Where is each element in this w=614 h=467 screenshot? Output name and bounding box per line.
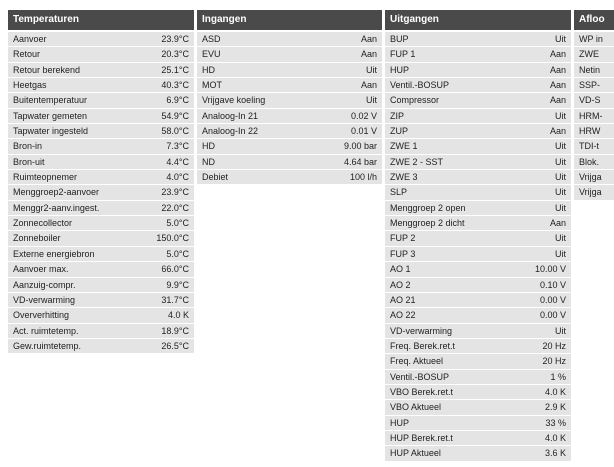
table-row bbox=[197, 93, 382, 108]
table-row bbox=[574, 63, 614, 78]
row-label: Zonneboiler bbox=[13, 233, 61, 244]
row-label: Buitentemperatuur bbox=[13, 95, 88, 106]
row-value: 10.00 V bbox=[534, 264, 566, 275]
table-row bbox=[8, 170, 194, 185]
table-row bbox=[385, 78, 571, 93]
row-label: HRM- bbox=[579, 110, 603, 121]
row-value: 31.7°C bbox=[161, 294, 189, 305]
row-label: Aanzuig-compr. bbox=[13, 279, 76, 290]
row-value: 20.3°C bbox=[161, 49, 189, 60]
table-row bbox=[574, 170, 614, 185]
row-value: 2.9 K bbox=[544, 402, 566, 413]
row-label: Act. ruimtetemp. bbox=[13, 325, 79, 336]
row-label: VD-verwarming bbox=[390, 325, 453, 336]
row-value: 100 l/h bbox=[349, 172, 377, 183]
panel-temperaturen bbox=[8, 10, 194, 354]
row-label: ZUP bbox=[390, 126, 408, 137]
row-value: Aan bbox=[549, 126, 566, 137]
table-row bbox=[8, 185, 194, 200]
row-value: 0.10 V bbox=[539, 279, 566, 290]
table-row bbox=[8, 278, 194, 293]
table-row bbox=[574, 139, 614, 154]
table-row bbox=[385, 400, 571, 415]
row-value: Uit bbox=[366, 95, 377, 106]
row-label: MOT bbox=[202, 80, 222, 91]
row-value: Uit bbox=[555, 187, 566, 198]
table-row bbox=[574, 32, 614, 47]
rows-temperaturen bbox=[8, 32, 194, 354]
table-row bbox=[385, 354, 571, 369]
row-label: HUP Aktueel bbox=[390, 448, 441, 459]
table-row bbox=[8, 262, 194, 277]
row-label: ZWE 3 bbox=[390, 172, 418, 183]
rows-uitgangen bbox=[385, 32, 571, 462]
row-label: ZWE bbox=[579, 49, 599, 60]
row-value: 4.0°C bbox=[166, 172, 189, 183]
panel-uitgangen bbox=[385, 10, 571, 462]
table-row bbox=[8, 78, 194, 93]
row-label: Tapwater gemeten bbox=[13, 110, 88, 121]
row-label: VBO Berek.ret.t bbox=[390, 386, 454, 397]
panel-title-temperaturen: Temperaturen bbox=[8, 10, 194, 30]
row-label: Menggroep 2 dicht bbox=[390, 218, 465, 229]
table-row bbox=[8, 93, 194, 108]
row-label: FUP 2 bbox=[390, 233, 416, 244]
table-row bbox=[197, 170, 382, 185]
table-row bbox=[8, 324, 194, 339]
row-value: 25.1°C bbox=[161, 64, 189, 75]
row-label: Heetgas bbox=[13, 80, 47, 91]
row-value: 66.0°C bbox=[161, 264, 189, 275]
rows-afloopt bbox=[574, 32, 614, 201]
row-label: Menggroep2-aanvoer bbox=[13, 187, 100, 198]
row-value: 9.9°C bbox=[166, 279, 189, 290]
row-value: 4.0 K bbox=[167, 310, 189, 321]
table-row bbox=[385, 385, 571, 400]
row-label: FUP 1 bbox=[390, 49, 416, 60]
row-value: Uit bbox=[555, 141, 566, 152]
table-row bbox=[197, 63, 382, 78]
table-row bbox=[8, 201, 194, 216]
table-row bbox=[574, 185, 614, 200]
row-label: HUP Berek.ret.t bbox=[390, 432, 453, 443]
panel-title-afloopt: Afloo bbox=[574, 10, 614, 30]
row-label: Retour berekend bbox=[13, 64, 81, 75]
row-value: 0.01 V bbox=[350, 126, 377, 137]
table-row bbox=[8, 308, 194, 323]
table-row bbox=[385, 446, 571, 461]
row-label: ZIP bbox=[390, 110, 405, 121]
row-label: Ruimteopnemer bbox=[13, 172, 78, 183]
row-label: EVU bbox=[202, 49, 221, 60]
row-label: AO 1 bbox=[390, 264, 411, 275]
table-row bbox=[385, 32, 571, 47]
table-row bbox=[385, 47, 571, 62]
row-value: Aan bbox=[549, 218, 566, 229]
table-row bbox=[385, 247, 571, 262]
table-row bbox=[385, 339, 571, 354]
row-value: 0.00 V bbox=[539, 294, 566, 305]
row-value: Uit bbox=[555, 156, 566, 167]
rows-ingangen bbox=[197, 32, 382, 185]
row-label: VD-S bbox=[579, 95, 601, 106]
row-label: ZWE 2 - SST bbox=[390, 156, 444, 167]
panel-afloopt bbox=[574, 10, 614, 201]
row-label: Analoog-In 21 bbox=[202, 110, 259, 121]
row-label: Bron-in bbox=[13, 141, 43, 152]
row-value: 4.0 K bbox=[544, 432, 566, 443]
row-label: Vrijga bbox=[579, 172, 602, 183]
row-value: 4.64 bar bbox=[343, 156, 377, 167]
row-value: Uit bbox=[555, 233, 566, 244]
row-label: Analoog-In 22 bbox=[202, 126, 259, 137]
row-value: Uit bbox=[555, 248, 566, 259]
row-value: Aan bbox=[549, 80, 566, 91]
row-label: Gew.ruimtetemp. bbox=[13, 340, 82, 351]
table-row bbox=[8, 293, 194, 308]
table-row bbox=[197, 139, 382, 154]
table-row bbox=[574, 155, 614, 170]
table-row bbox=[574, 109, 614, 124]
row-label: AO 22 bbox=[390, 310, 416, 321]
row-value: Aan bbox=[549, 95, 566, 106]
row-value: 5.0°C bbox=[166, 218, 189, 229]
row-label: Freq. Aktueel bbox=[390, 356, 444, 367]
row-value: 22.0°C bbox=[161, 202, 189, 213]
table-row bbox=[8, 339, 194, 354]
row-label: ND bbox=[202, 156, 215, 167]
row-label: Vrijga bbox=[579, 187, 602, 198]
row-value: 33 % bbox=[545, 417, 566, 428]
table-row bbox=[8, 124, 194, 139]
row-label: Ventil.-BOSUP bbox=[390, 80, 450, 91]
row-label: Retour bbox=[13, 49, 41, 60]
row-label: VBO Aktueel bbox=[390, 402, 442, 413]
row-value: 9.00 bar bbox=[343, 141, 377, 152]
table-row bbox=[8, 216, 194, 231]
row-value: 20 Hz bbox=[542, 356, 566, 367]
row-value: 3.6 K bbox=[544, 448, 566, 459]
table-row bbox=[385, 109, 571, 124]
row-label: Compressor bbox=[390, 95, 440, 106]
row-value: Uit bbox=[555, 172, 566, 183]
table-row bbox=[385, 324, 571, 339]
row-label: Zonnecollector bbox=[13, 218, 73, 229]
table-row bbox=[197, 109, 382, 124]
row-value: Uit bbox=[555, 325, 566, 336]
row-value: Uit bbox=[555, 110, 566, 121]
row-label: TDI-t bbox=[579, 141, 599, 152]
row-label: Externe energiebron bbox=[13, 248, 95, 259]
table-row bbox=[574, 124, 614, 139]
row-value: 0.00 V bbox=[539, 310, 566, 321]
table-row bbox=[8, 47, 194, 62]
row-value: 58.0°C bbox=[161, 126, 189, 137]
table-row bbox=[385, 262, 571, 277]
row-label: Aanvoer max. bbox=[13, 264, 69, 275]
table-row bbox=[8, 155, 194, 170]
table-row bbox=[385, 308, 571, 323]
row-label: SLP bbox=[390, 187, 408, 198]
row-label: Oververhitting bbox=[13, 310, 70, 321]
table-row bbox=[197, 78, 382, 93]
panel-title-ingangen: Ingangen bbox=[197, 10, 382, 30]
row-value: Aan bbox=[360, 80, 377, 91]
row-value: 150.0°C bbox=[156, 233, 189, 244]
row-label: ZWE 1 bbox=[390, 141, 418, 152]
row-value: 1 % bbox=[550, 371, 566, 382]
row-value: 4.0 K bbox=[544, 386, 566, 397]
row-label: SSP- bbox=[579, 80, 601, 91]
row-value: 40.3°C bbox=[161, 80, 189, 91]
row-label: FUP 3 bbox=[390, 248, 416, 259]
table-row bbox=[8, 32, 194, 47]
table-row bbox=[385, 170, 571, 185]
row-label: HUP bbox=[390, 64, 410, 75]
row-label: WP in bbox=[579, 34, 603, 44]
table-row bbox=[8, 247, 194, 262]
row-value: 7.3°C bbox=[166, 141, 189, 152]
table-row bbox=[385, 185, 571, 200]
table-row bbox=[385, 155, 571, 170]
row-label: HUP bbox=[390, 417, 410, 428]
row-label: HD bbox=[202, 64, 215, 75]
row-label: BUP bbox=[390, 34, 409, 44]
row-value: 20 Hz bbox=[542, 340, 566, 351]
table-row bbox=[385, 431, 571, 446]
table-row bbox=[385, 370, 571, 385]
table-row bbox=[385, 216, 571, 231]
row-label: HRW bbox=[579, 126, 601, 137]
row-value: 18.9°C bbox=[161, 325, 189, 336]
row-label: HD bbox=[202, 141, 215, 152]
row-value: 26.5°C bbox=[161, 340, 189, 351]
row-value: Aan bbox=[549, 49, 566, 60]
row-label: Freq. Berek.ret.t bbox=[390, 340, 456, 351]
row-label: Menggroep 2 open bbox=[390, 202, 466, 213]
table-row bbox=[385, 201, 571, 216]
panel-title-uitgangen: Uitgangen bbox=[385, 10, 571, 30]
row-label: Bron-uit bbox=[13, 156, 45, 167]
row-value: 54.9°C bbox=[161, 110, 189, 121]
table-row bbox=[385, 231, 571, 246]
table-row bbox=[574, 78, 614, 93]
row-value: Aan bbox=[360, 49, 377, 60]
table-row bbox=[574, 93, 614, 108]
row-value: Aan bbox=[360, 34, 377, 44]
row-label: Ventil.-BOSUP bbox=[390, 371, 450, 382]
row-value: 23.9°C bbox=[161, 34, 189, 44]
table-row bbox=[197, 32, 382, 47]
row-label: Vrijgave koeling bbox=[202, 95, 266, 106]
row-value: Uit bbox=[366, 64, 377, 75]
row-label: Tapwater ingesteld bbox=[13, 126, 89, 137]
row-label: AO 2 bbox=[390, 279, 411, 290]
row-label: Menggr2-aanv.ingest. bbox=[13, 202, 100, 213]
row-value: 5.0°C bbox=[166, 248, 189, 259]
row-label: Netin bbox=[579, 64, 601, 75]
row-value: 6.9°C bbox=[166, 95, 189, 106]
table-row bbox=[8, 231, 194, 246]
row-label: AO 21 bbox=[390, 294, 416, 305]
table-row bbox=[385, 278, 571, 293]
table-row bbox=[197, 47, 382, 62]
row-label: VD-verwarming bbox=[13, 294, 76, 305]
table-row bbox=[385, 124, 571, 139]
table-row bbox=[8, 63, 194, 78]
row-value: Uit bbox=[555, 202, 566, 213]
table-row bbox=[197, 155, 382, 170]
row-value: 23.9°C bbox=[161, 187, 189, 198]
table-row bbox=[197, 124, 382, 139]
table-row bbox=[385, 293, 571, 308]
table-row bbox=[385, 63, 571, 78]
panel-ingangen bbox=[197, 10, 382, 185]
row-value: Uit bbox=[555, 34, 566, 44]
table-row bbox=[385, 93, 571, 108]
row-label: Debiet bbox=[202, 172, 229, 183]
row-label: Aanvoer bbox=[13, 34, 47, 44]
table-row bbox=[574, 47, 614, 62]
table-row bbox=[8, 139, 194, 154]
table-row bbox=[385, 139, 571, 154]
table-row bbox=[8, 109, 194, 124]
row-label: Blok. bbox=[579, 156, 600, 167]
row-value: 0.02 V bbox=[350, 110, 377, 121]
row-label: ASD bbox=[202, 34, 221, 44]
row-value: Aan bbox=[549, 64, 566, 75]
table-row bbox=[385, 416, 571, 431]
row-value: 4.4°C bbox=[166, 156, 189, 167]
